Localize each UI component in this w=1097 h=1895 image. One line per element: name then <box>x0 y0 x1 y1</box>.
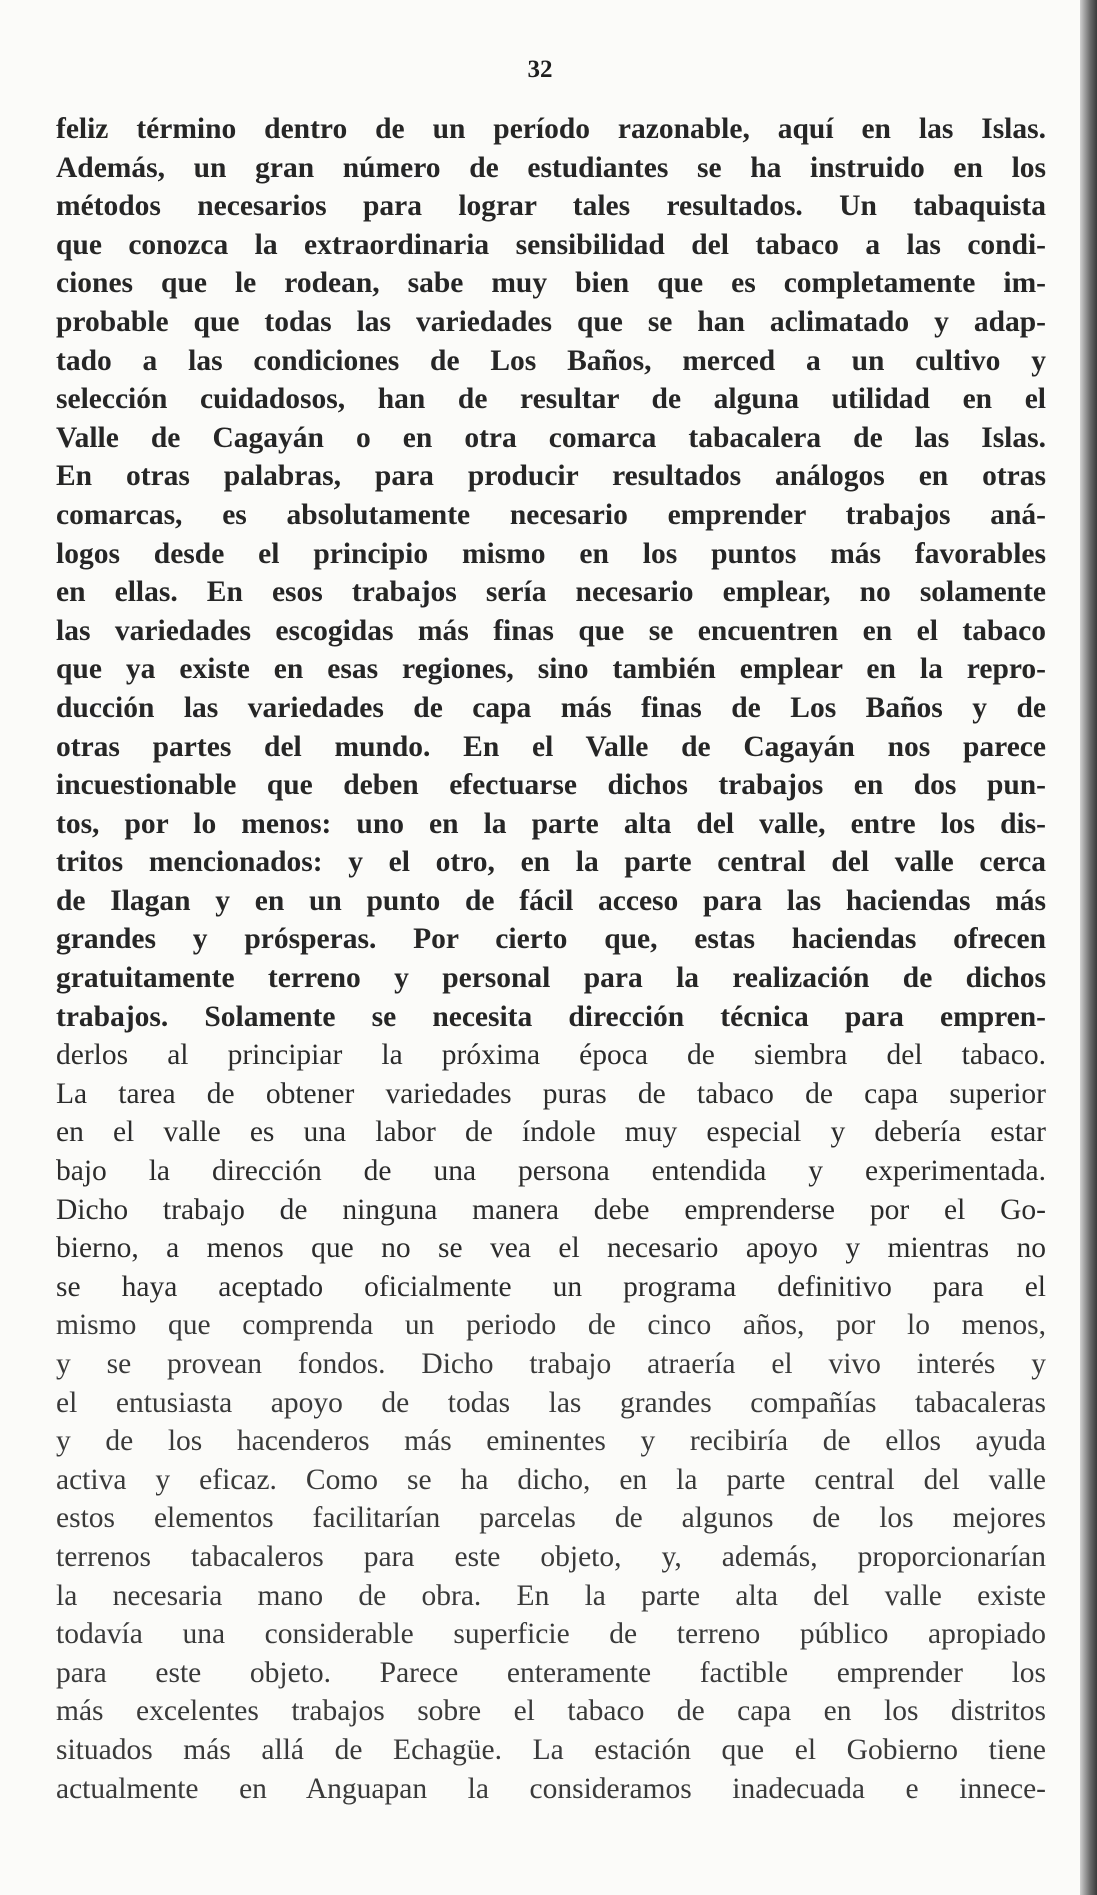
page-number: 32 <box>527 56 553 83</box>
text-line: tado a las condiciones de Los Baños, merced a un cultivo y <box>56 344 1046 377</box>
text-line: situados más allá de Echagüe. La estación que el Gobierno tiene <box>56 1733 1046 1766</box>
text-line: Además, un gran número de estudiantes se ha instruido en los <box>56 151 1046 184</box>
text-line: el entusiasta apoyo de todas las grandes compañías tabacaleras <box>56 1386 1046 1419</box>
text-line: La tarea de obtener variedades puras de tabaco de capa superior <box>56 1077 1046 1110</box>
text-line: grandes y prósperas. Por cierto que, estas haciendas ofrecen <box>56 923 1046 956</box>
text-line: logos desde el principio mismo en los puntos más favorables <box>56 537 1046 570</box>
text-line: terrenos tabacaleros para este objeto, y, además, proporcionarían <box>56 1540 1046 1573</box>
text-line: Dicho trabajo de ninguna manera debe emprenderse por el Go- <box>56 1193 1046 1226</box>
page-edge-shadow <box>1080 0 1097 1895</box>
text-line: métodos necesarios para lograr tales resultados. Un tabaquista <box>56 190 1046 223</box>
text-line: gratuitamente terreno y personal para la realización de dichos <box>56 962 1046 995</box>
text-line: la necesaria mano de obra. En la parte alta del valle existe <box>56 1579 1046 1612</box>
text-line: tos, por lo menos: uno en la parte alta del valle, entre los dis- <box>56 807 1046 840</box>
text-line: tritos mencionados: y el otro, en la parte central del valle cerca <box>56 846 1046 879</box>
text-line: para este objeto. Parece enteramente factible emprender los <box>56 1656 1046 1689</box>
text-line: probable que todas las variedades que se han aclimatado y adap- <box>56 305 1046 338</box>
text-line: ciones que le rodean, sabe muy bien que es completamente im- <box>56 267 1046 300</box>
text-line: en el valle es una labor de índole muy especial y debería estar <box>56 1116 1046 1149</box>
text-line: En otras palabras, para producir resultados análogos en otras <box>56 460 1046 493</box>
text-line: ducción las variedades de capa más finas de Los Baños y de <box>56 691 1046 724</box>
text-line: y se provean fondos. Dicho trabajo atraería el vivo interés y <box>56 1348 1046 1380</box>
text-line: comarcas, es absolutamente necesario emprender trabajos aná- <box>56 498 1046 531</box>
text-line: bajo la dirección de una persona entendida y experimentada. <box>56 1155 1046 1188</box>
text-line: bierno, a menos que no se vea el necesario apoyo y mientras no <box>56 1232 1046 1265</box>
text-line: trabajos. Solamente se necesita dirección técnica para empren- <box>56 1000 1046 1033</box>
text-line: estos elementos facilitarían parcelas de algunos de los mejores <box>56 1502 1046 1535</box>
text-line: mismo que comprenda un periodo de cinco años, por lo menos, <box>56 1309 1046 1342</box>
text-line: que conozca la extraordinaria sensibilidad del tabaco a las condi- <box>56 228 1046 261</box>
text-line: Valle de Cagayán o en otra comarca tabacalera de las Islas. <box>56 421 1046 454</box>
text-line: feliz término dentro de un período razonable, aquí en las Islas. <box>56 113 1046 145</box>
body-text <box>56 110 1046 1808</box>
text-line: las variedades escogidas más finas que se encuentren en el tabaco <box>56 614 1046 647</box>
text-line: todavía una considerable superficie de terreno público apropiado <box>56 1618 1046 1651</box>
text-line: y de los hacenderos más eminentes y recibiría de ellos ayuda <box>56 1425 1046 1458</box>
text-line: activa y eficaz. Como se ha dicho, en la parte central del valle <box>56 1463 1046 1496</box>
text-line: en ellas. En esos trabajos sería necesario emplear, no solamente <box>56 576 1046 609</box>
text-line: selección cuidadosos, han de resultar de alguna utilidad en el <box>56 383 1046 416</box>
text-line: incuestionable que deben efectuarse dichos trabajos en dos pun- <box>56 769 1046 802</box>
text-line: actualmente en Anguapan la consideramos inadecuada e innece- <box>56 1772 1046 1805</box>
text-line: se haya aceptado oficialmente un programa definitivo para el <box>56 1270 1046 1303</box>
text-line: de Ilagan y en un punto de fácil acceso para las haciendas más <box>56 884 1046 917</box>
text-line: otras partes del mundo. En el Valle de Cagayán nos parece <box>56 730 1046 763</box>
text-line: derlos al principiar la próxima época de siembra del tabaco. <box>56 1039 1046 1072</box>
text-line: que ya existe en esas regiones, sino también emplear en la repro- <box>56 653 1046 686</box>
text-line: más excelentes trabajos sobre el tabaco de capa en los distritos <box>56 1695 1046 1728</box>
